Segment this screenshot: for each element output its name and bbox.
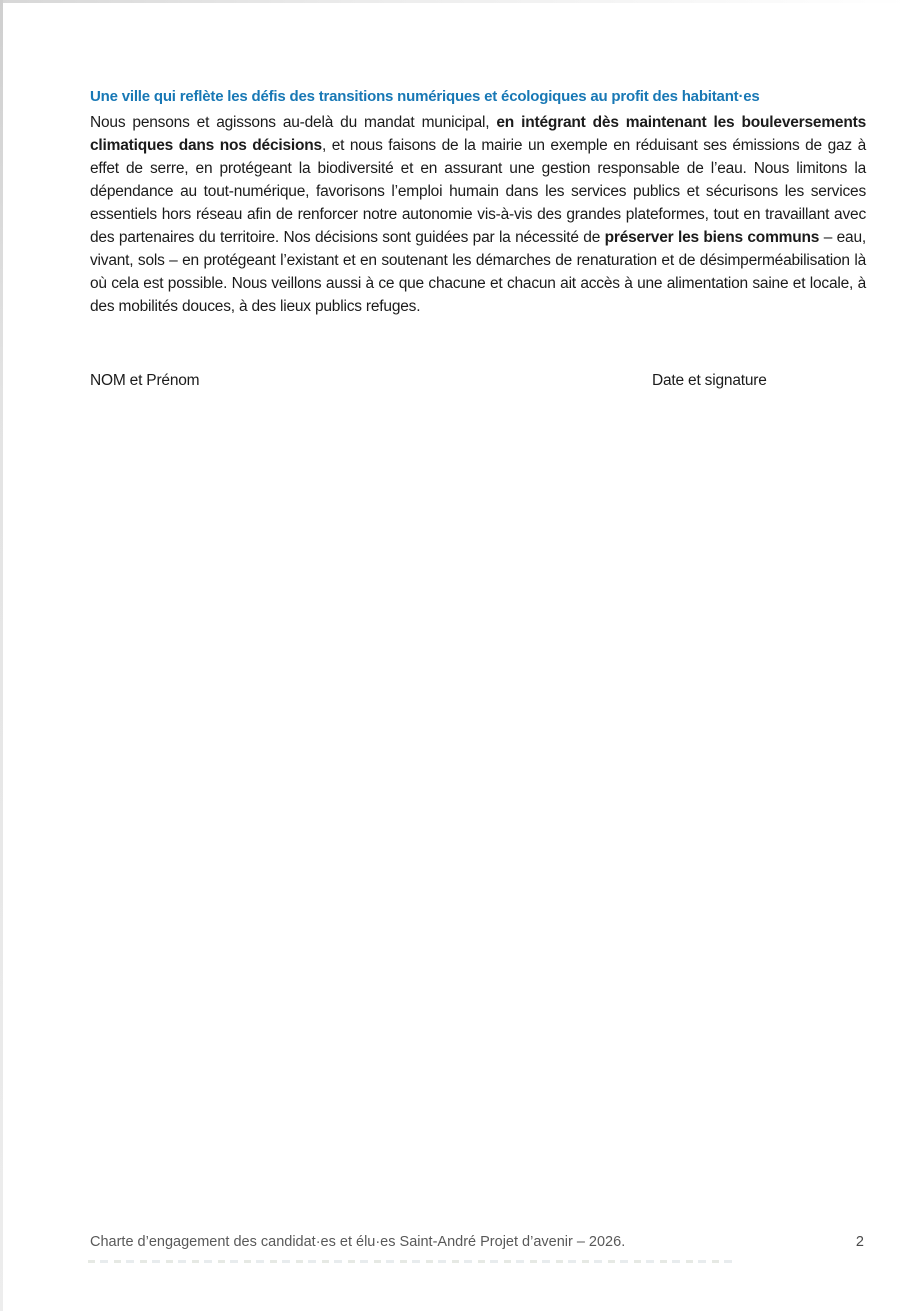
footer-charter-title: Charte d’engagement des candidat·es et élu·es Saint-André Projet d’avenir – 2026.	[90, 1234, 626, 1250]
paragraph-segment-bold: en intégrant dès maintenant les bouleversements climatiques dans nos décisions	[90, 114, 866, 154]
signature-row	[90, 372, 866, 394]
paragraph-segment: – eau, vivant, sols – en protégeant l’existant et en soutenant les démarches de renaturation et de désimperméabilisation là où cela est possible. Nous veillons aussi à ce que chacune et chacun ait accès à une alimentation saine et locale, à des mobilités douces, à des lieux publics refuges.	[90, 229, 866, 315]
next-page-top-sliver	[88, 1260, 736, 1263]
footer-page-number: 2	[855, 1234, 864, 1250]
paragraph-segment-bold: préserver les biens communs	[604, 229, 820, 246]
page-footer	[90, 1234, 864, 1250]
body-paragraph	[90, 111, 866, 318]
paragraph-segment: Nous pensons et agissons au-delà du mandat municipal,	[90, 114, 497, 131]
section-heading: Une ville qui reflète les défis des transitions numériques et écologiques au profit des habitant·es	[90, 88, 760, 105]
paragraph-segment: , et nous faisons de la mairie un exemple en réduisant ses émissions de gaz à effet de serre, en protégeant la biodiversité et en assurant une gestion responsable de l’eau. Nous limitons la dépendance au tout-numérique, favorisons l’emploi humain dans les services publics et sécurisons les services essentiels hors réseau afin de renforcer notre autonomie vis-à-vis des grandes plateformes, tout en travaillant avec des partenaires du territoire. Nos décisions sont guidées par la nécessité de	[90, 137, 866, 246]
signature-name-label: NOM et Prénom	[90, 372, 200, 389]
signature-date-label: Date et signature	[652, 372, 767, 389]
